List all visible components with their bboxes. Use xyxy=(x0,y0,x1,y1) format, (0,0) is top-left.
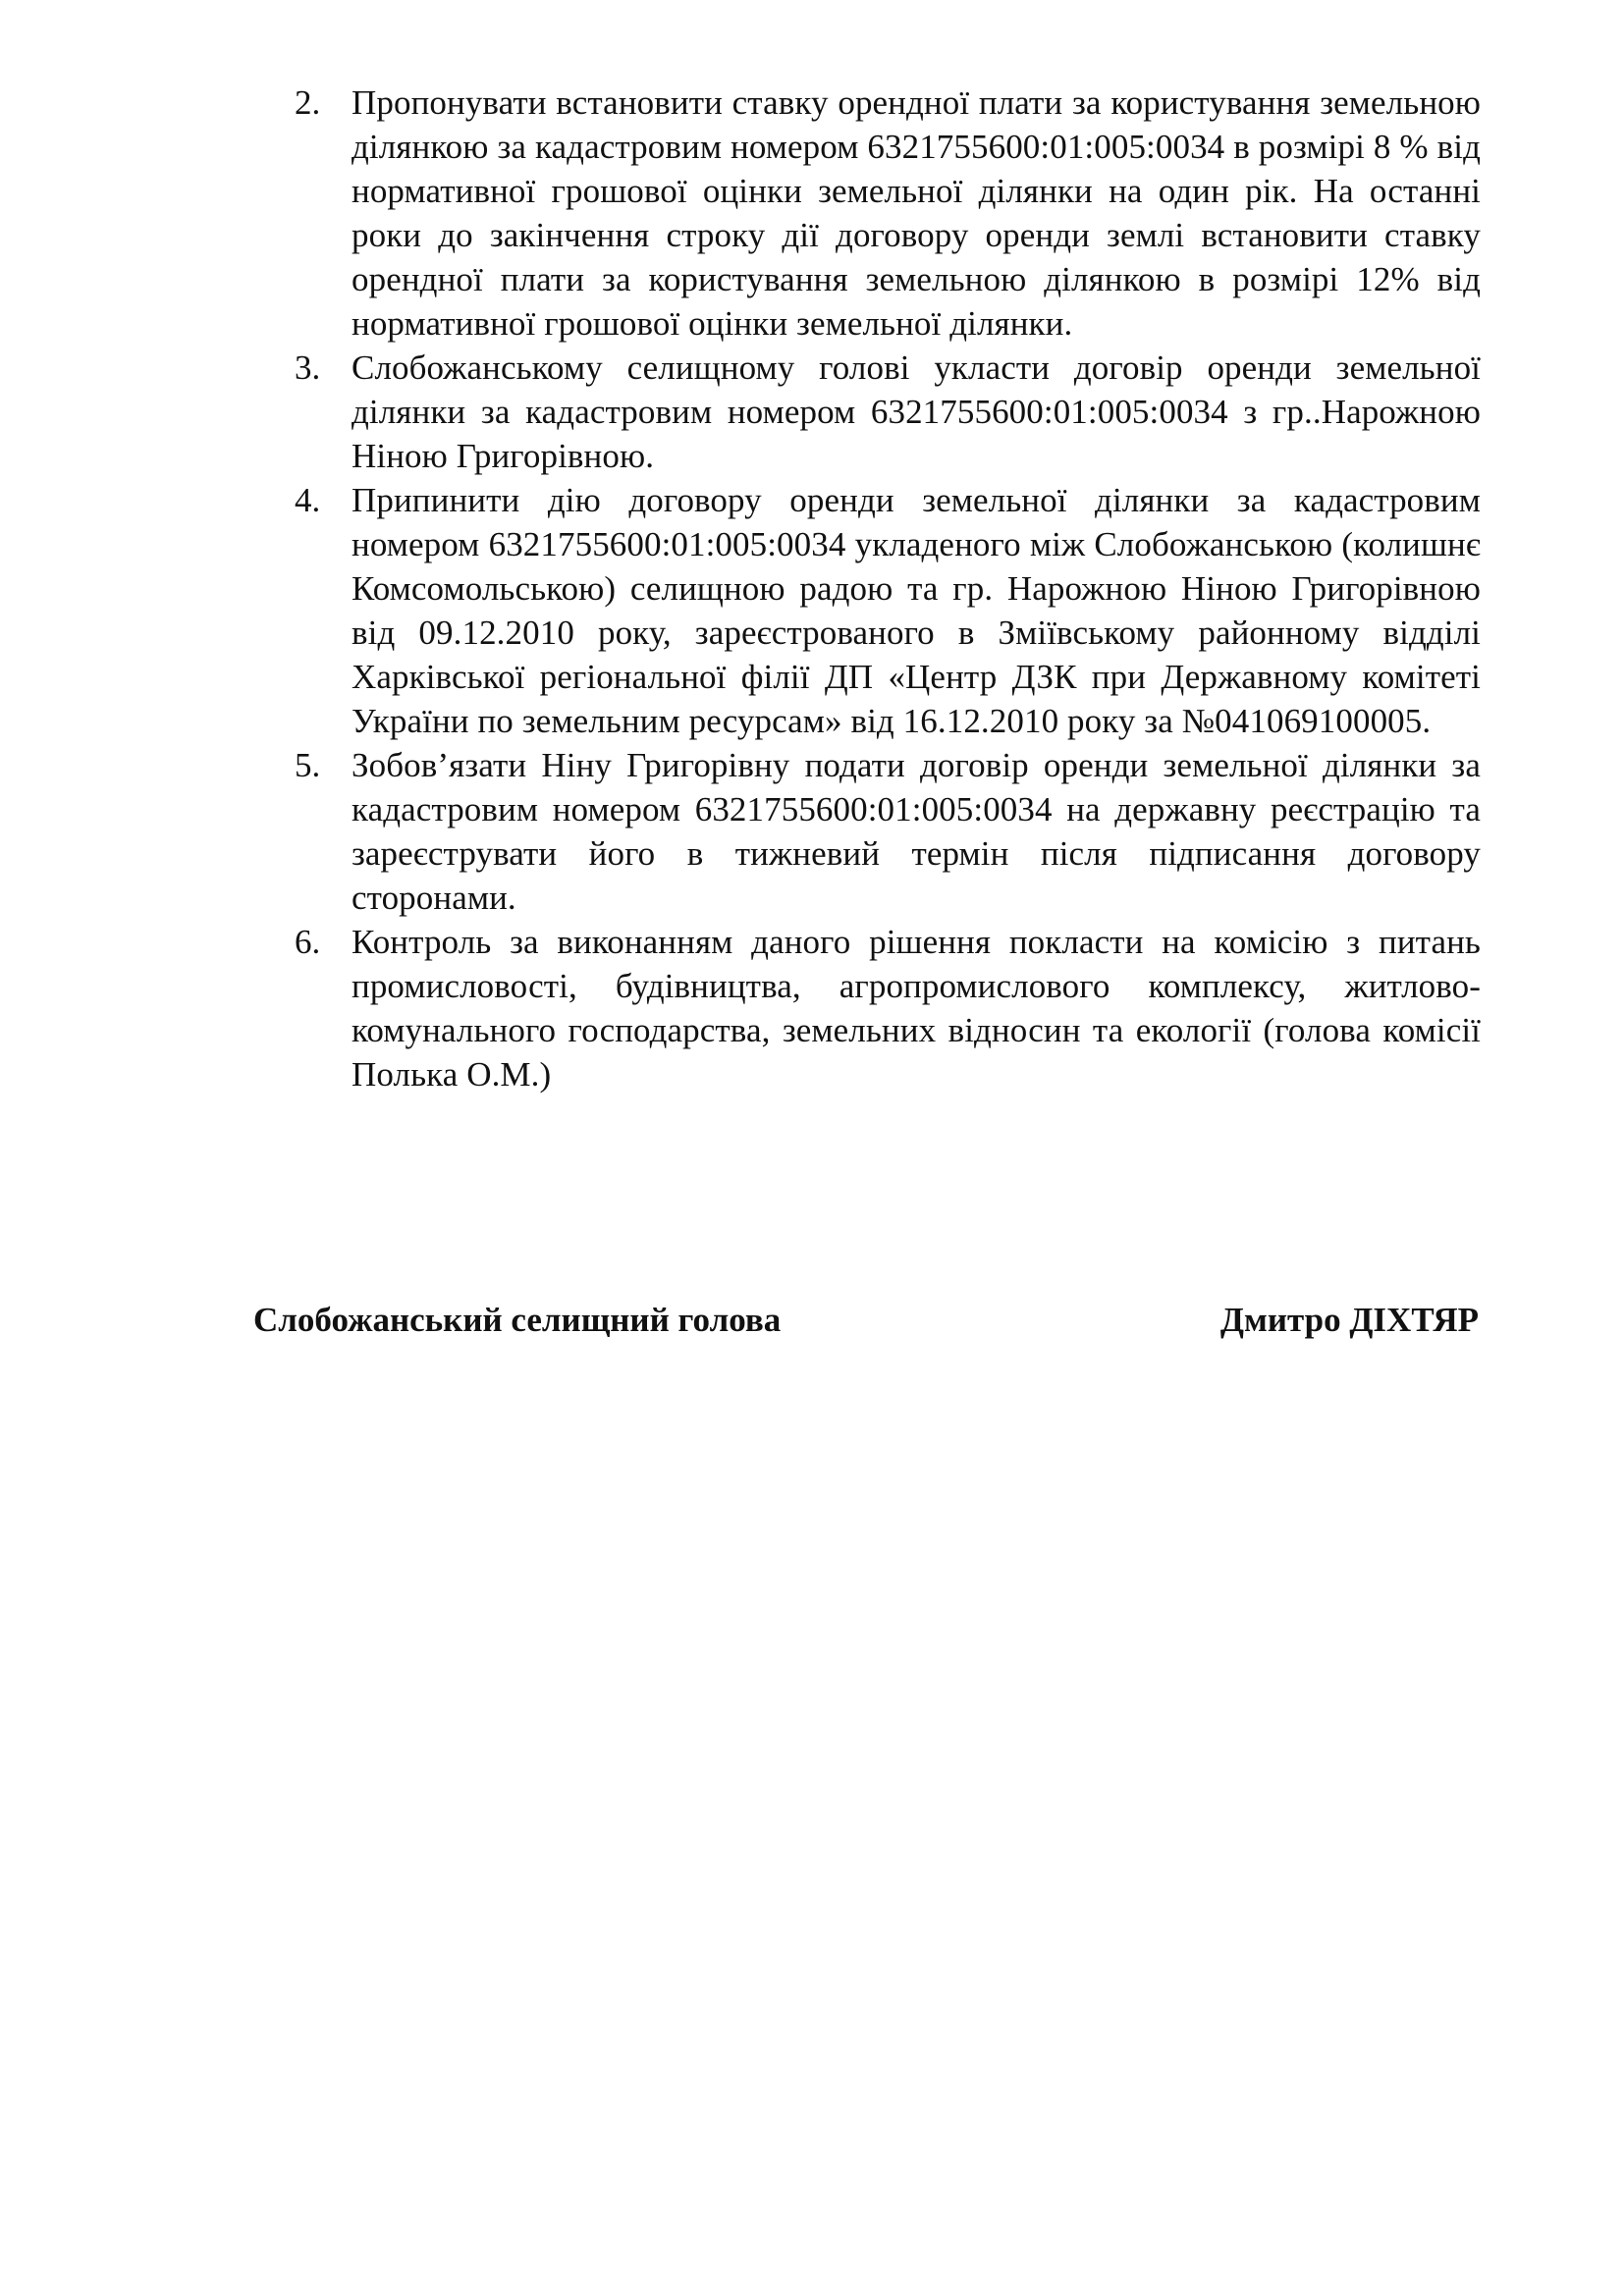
signatory-position: Слобожанський селищний голова xyxy=(253,1301,782,1339)
signature-block xyxy=(253,1298,1479,1342)
item-number: 5. xyxy=(295,746,321,784)
item-text: Контроль за виконанням даного рішення покласти на комісію з питань промисловості, будівництва, агропромислового комплексу, житлово-комунального господарства, земельних відносин та екології (голова комісії Полька О.М.) xyxy=(352,923,1481,1094)
list-item xyxy=(295,743,1481,920)
item-text: Припинити дію договору оренди земельної ділянки за кадастровим номером 6321755600:01:005:0034 укладеного між Слобожанською (колишнє Комсомольською) селищною радою та гр. Нарожною Ніною Григорівною від 09.12.2010 року, зареєстрованого в Зміївському районному відділі Харківської регіональної філії ДП «Центр ДЗК при Державному комітеті України по земельним ресурсам» від 16.12.2010 року за №041069100005. xyxy=(352,481,1481,740)
item-text: Слобожанському селищному голові укласти договір оренди земельної ділянки за кадастровим номером 6321755600:01:005:0034 з гр..Нарожною Ніною Григорівною. xyxy=(352,348,1481,475)
resolution-list xyxy=(295,80,1481,1096)
item-text: Пропонувати встановити ставку орендної плати за користування земельною ділянкою за кадастровим номером 6321755600:01:005:0034 в розмірі 8 % від нормативної грошової оцінки земельної ділянки на один рік. На останні роки до закінчення строку дії договору оренди землі встановити ставку орендної плати за користування земельною ділянкою в розмірі 12% від нормативної грошової оцінки земельної ділянки. xyxy=(352,83,1481,343)
list-item xyxy=(295,80,1481,346)
list-item xyxy=(295,346,1481,478)
item-number: 4. xyxy=(295,481,321,519)
list-item xyxy=(295,920,1481,1096)
item-number: 3. xyxy=(295,348,321,387)
signatory-name: Дмитро ДІХТЯР xyxy=(1219,1301,1479,1339)
item-number: 6. xyxy=(295,923,321,961)
item-text: Зобов’язати Ніну Григорівну подати договір оренди земельної ділянки за кадастровим номером 6321755600:01:005:0034 на державну реєстрацію та зареєструвати його в тижневий термін після підписання договору сторонами. xyxy=(352,746,1481,917)
list-item xyxy=(295,478,1481,743)
item-number: 2. xyxy=(295,83,321,122)
